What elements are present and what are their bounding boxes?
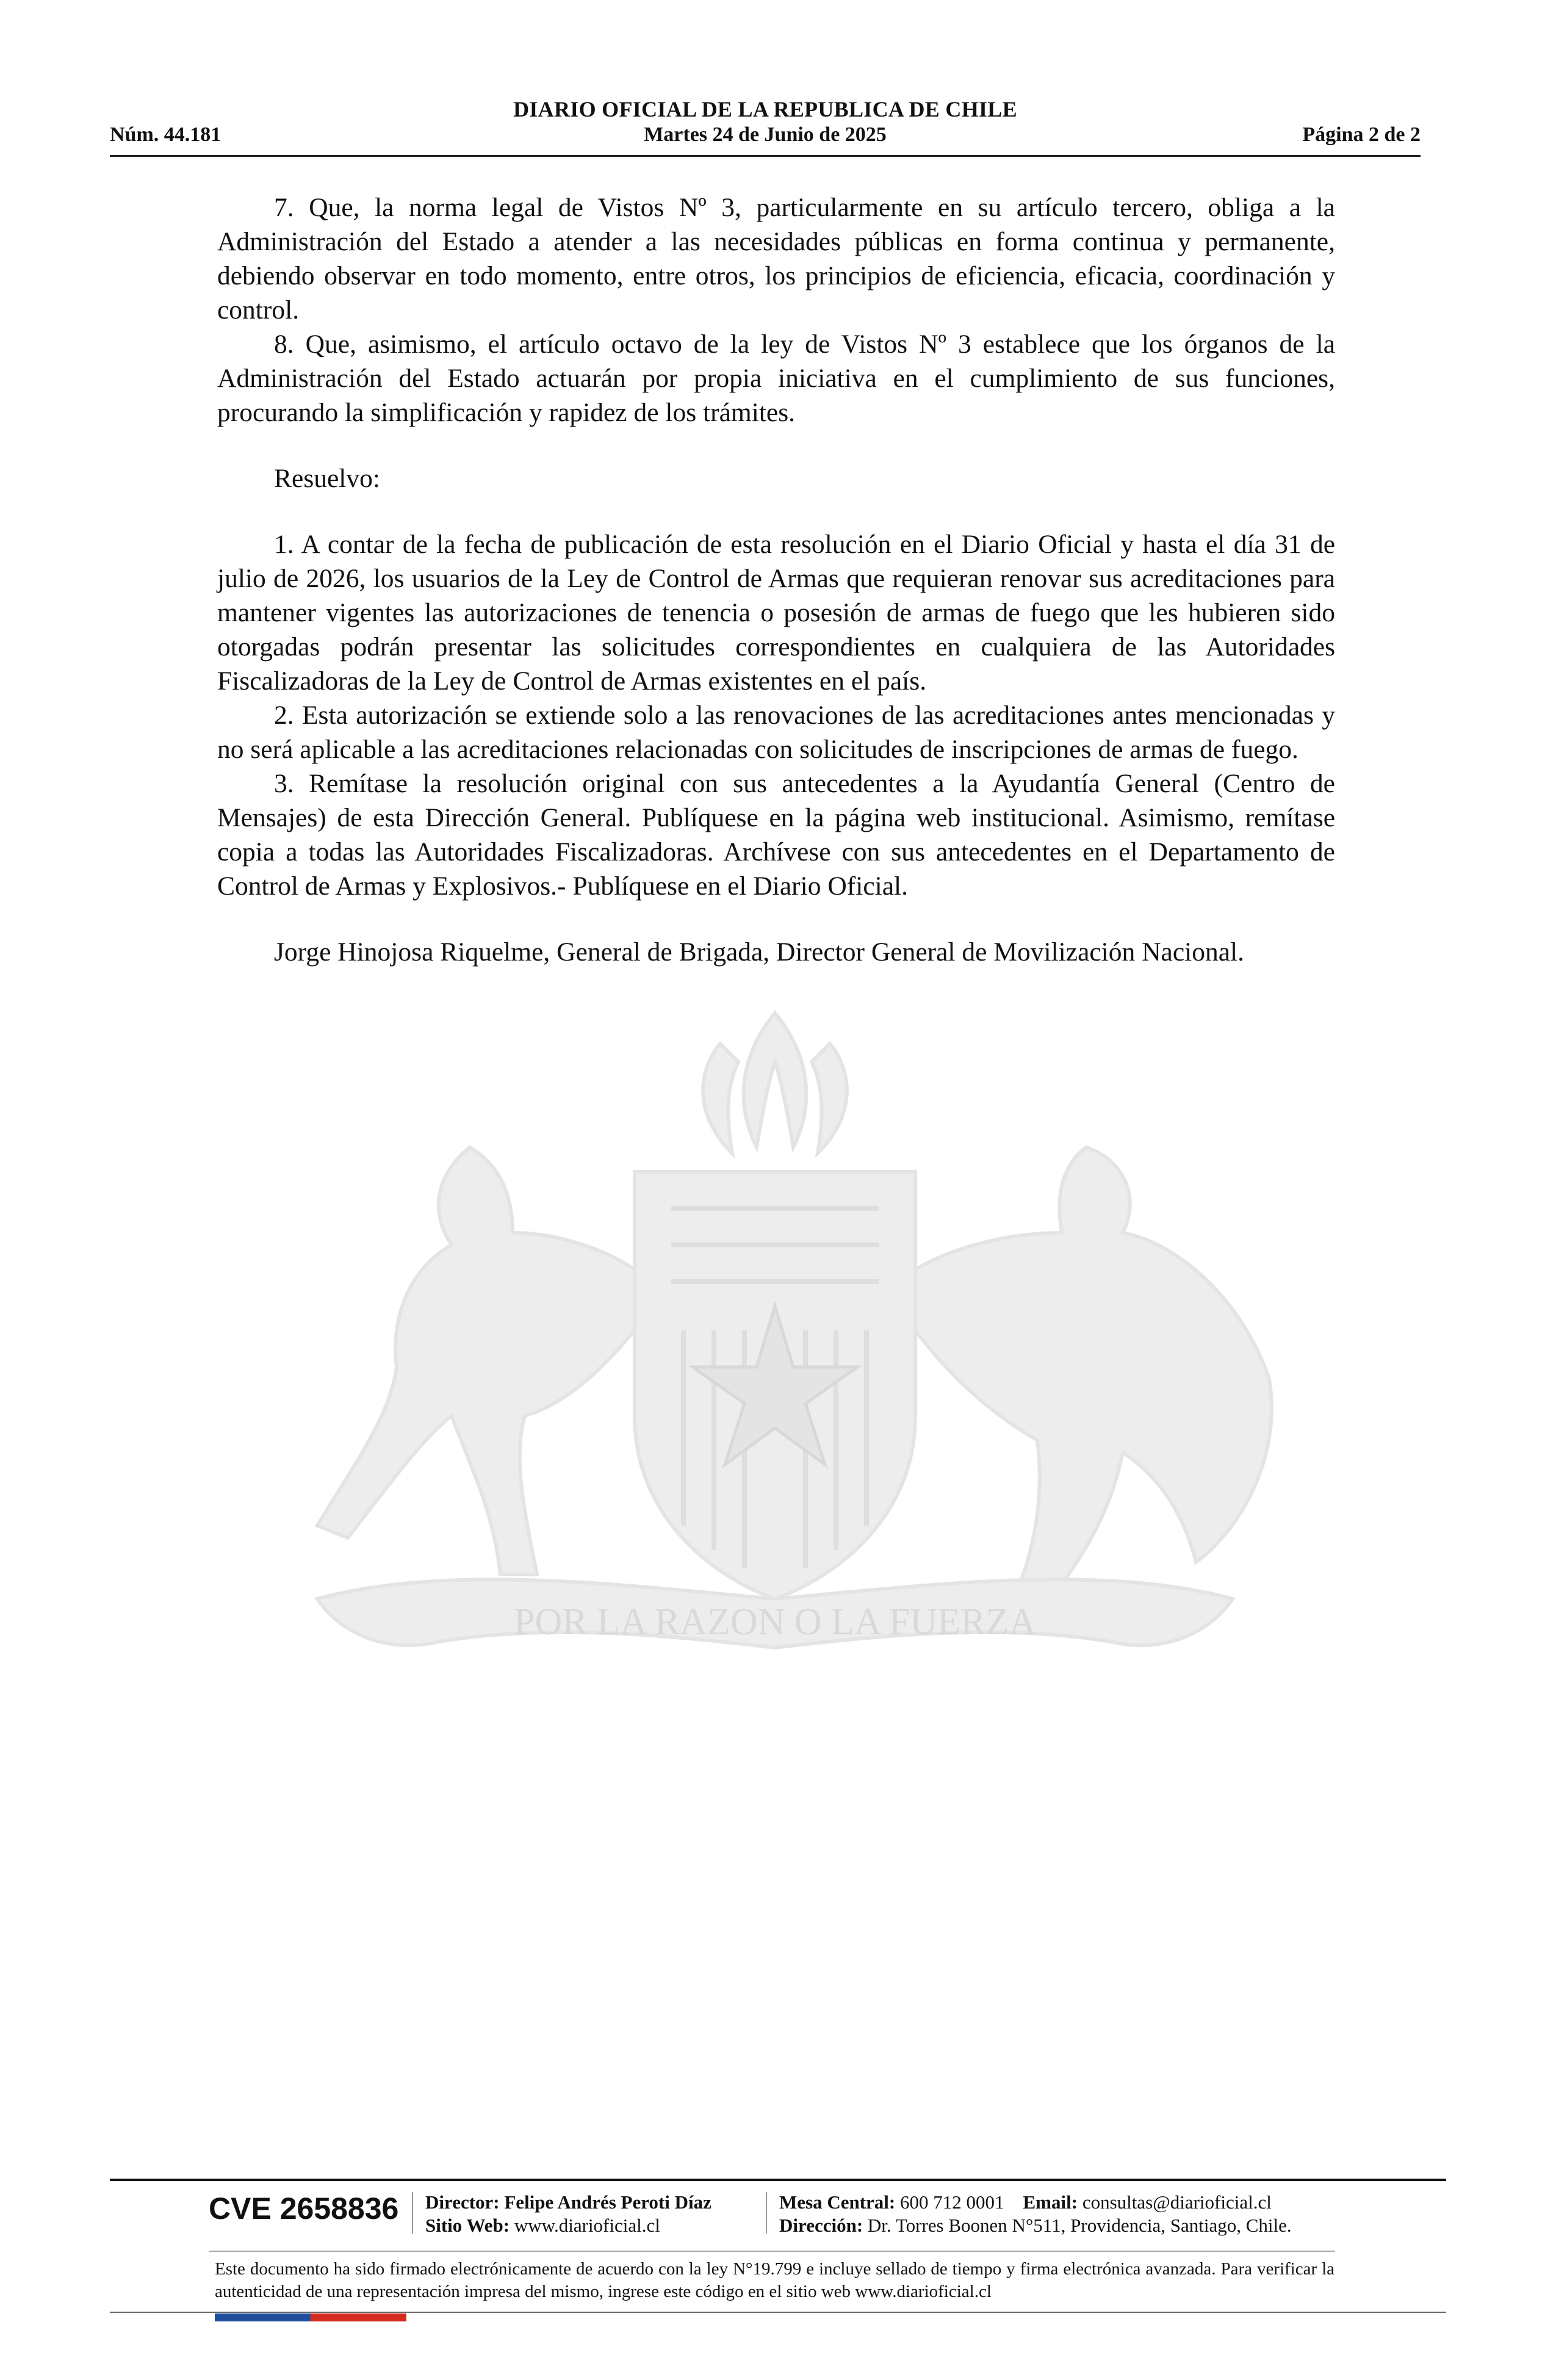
resuelvo-heading: Resuelvo: <box>274 464 380 493</box>
director-name: Felipe Andrés Peroti Díaz <box>504 2191 711 2213</box>
cve-code: CVE 2658836 <box>209 2191 399 2226</box>
mesa-central-phone: 600 712 0001 <box>900 2191 1004 2213</box>
header-divider <box>110 155 1421 157</box>
footer-separator <box>766 2192 767 2234</box>
email-link[interactable]: consultas@diarioficial.cl <box>1082 2191 1272 2213</box>
mesa-central-label: Mesa Central: <box>779 2191 896 2213</box>
page-header <box>110 92 1421 159</box>
considerando-7: 7. Que, la norma legal de Vistos Nº 3, particularmente en su artículo tercero, obliga a la Administración del Estado a atender a las necesidades públicas en forma continua y permanente, debiendo observar en todo momento, entre otros, los principios de eficiencia, eficacia, coordinación y control. <box>217 193 1335 325</box>
footer-separator <box>412 2192 413 2234</box>
chilean-flag-stripe <box>215 2313 406 2321</box>
issue-date: Martes 24 de Junio de 2025 <box>644 123 887 146</box>
document-body <box>217 190 1335 969</box>
footer-divider-middle <box>209 2251 1335 2252</box>
newspaper-title: DIARIO OFICIAL DE LA REPUBLICA DE CHILE <box>513 97 1017 121</box>
flag-red-stripe <box>311 2313 406 2321</box>
legal-notice: Este documento ha sido firmado electrónicamente de acuerdo con la ley N°19.799 e incluye sellado de tiempo y firma electrónica avanzada. Para verificar la autenticidad de una representación impresa del mismo, ingrese este código en el sitio web www.diarioficial.cl <box>215 2259 1334 2301</box>
watermark-motto: POR LA RAZON O LA FUERZA <box>513 1601 1037 1643</box>
footer-divider-bottom <box>110 2312 1446 2313</box>
email-label: Email: <box>1023 2191 1078 2213</box>
resolution-item-3: 3. Remítase la resolución original con sus antecedentes a la Ayudantía General (Centro de Mensajes) de esta Dirección General. Publíquese en la página web institucional. Asimismo, remítase copia a todas las Autoridades Fiscalizadoras. Archívese con sus antecedentes en el Departamento de Control de Armas y Explosivos.- Publíquese en el Diario Oficial. <box>217 769 1335 901</box>
website-link[interactable]: www.diarioficial.cl <box>514 2215 660 2236</box>
footer-divider-top <box>110 2179 1446 2181</box>
issue-number: Núm. 44.181 <box>110 123 222 146</box>
footer-contact-block <box>779 2191 1292 2237</box>
coat-of-arms-watermark-icon <box>207 989 1342 1709</box>
resolution-item-1: 1. A contar de la fecha de publicación de esta resolución en el Diario Oficial y hasta el día 31 de julio de 2026, los usuarios de la Ley de Control de Armas que requieran renovar sus acreditaciones para mantener vigentes las autorizaciones de tenencia o posesión de armas de fuego que les hubieren sido otorgadas podrán presentar las solicitudes correspondientes en cualquiera de las Autoridades Fiscalizadoras de la Ley de Control de Armas existentes en el país. <box>217 530 1335 696</box>
address-label: Dirección: <box>779 2215 863 2236</box>
director-label: Director: <box>425 2191 500 2213</box>
signature-line: Jorge Hinojosa Riquelme, General de Brigada, Director General de Movilización Nacional. <box>274 937 1245 967</box>
resolution-item-2: 2. Esta autorización se extiende solo a las renovaciones de las acreditaciones antes mencionadas y no será aplicable a las acreditaciones relacionadas con solicitudes de inscripciones de armas de fuego. <box>217 701 1335 764</box>
considerando-8: 8. Que, asimismo, el artículo octavo de la ley de Vistos Nº 3 establece que los órganos de la Administración del Estado actuarán por propia iniciativa en el cumplimiento de sus funciones, procurando la simplificación y rapidez de los trámites. <box>217 330 1335 427</box>
address-value: Dr. Torres Boonen N°511, Providencia, Santiago, Chile. <box>867 2215 1292 2236</box>
flag-blue-stripe <box>215 2313 311 2321</box>
page-number: Página 2 de 2 <box>1302 123 1421 146</box>
footer-director-block <box>425 2191 711 2237</box>
website-label: Sitio Web: <box>425 2215 510 2236</box>
